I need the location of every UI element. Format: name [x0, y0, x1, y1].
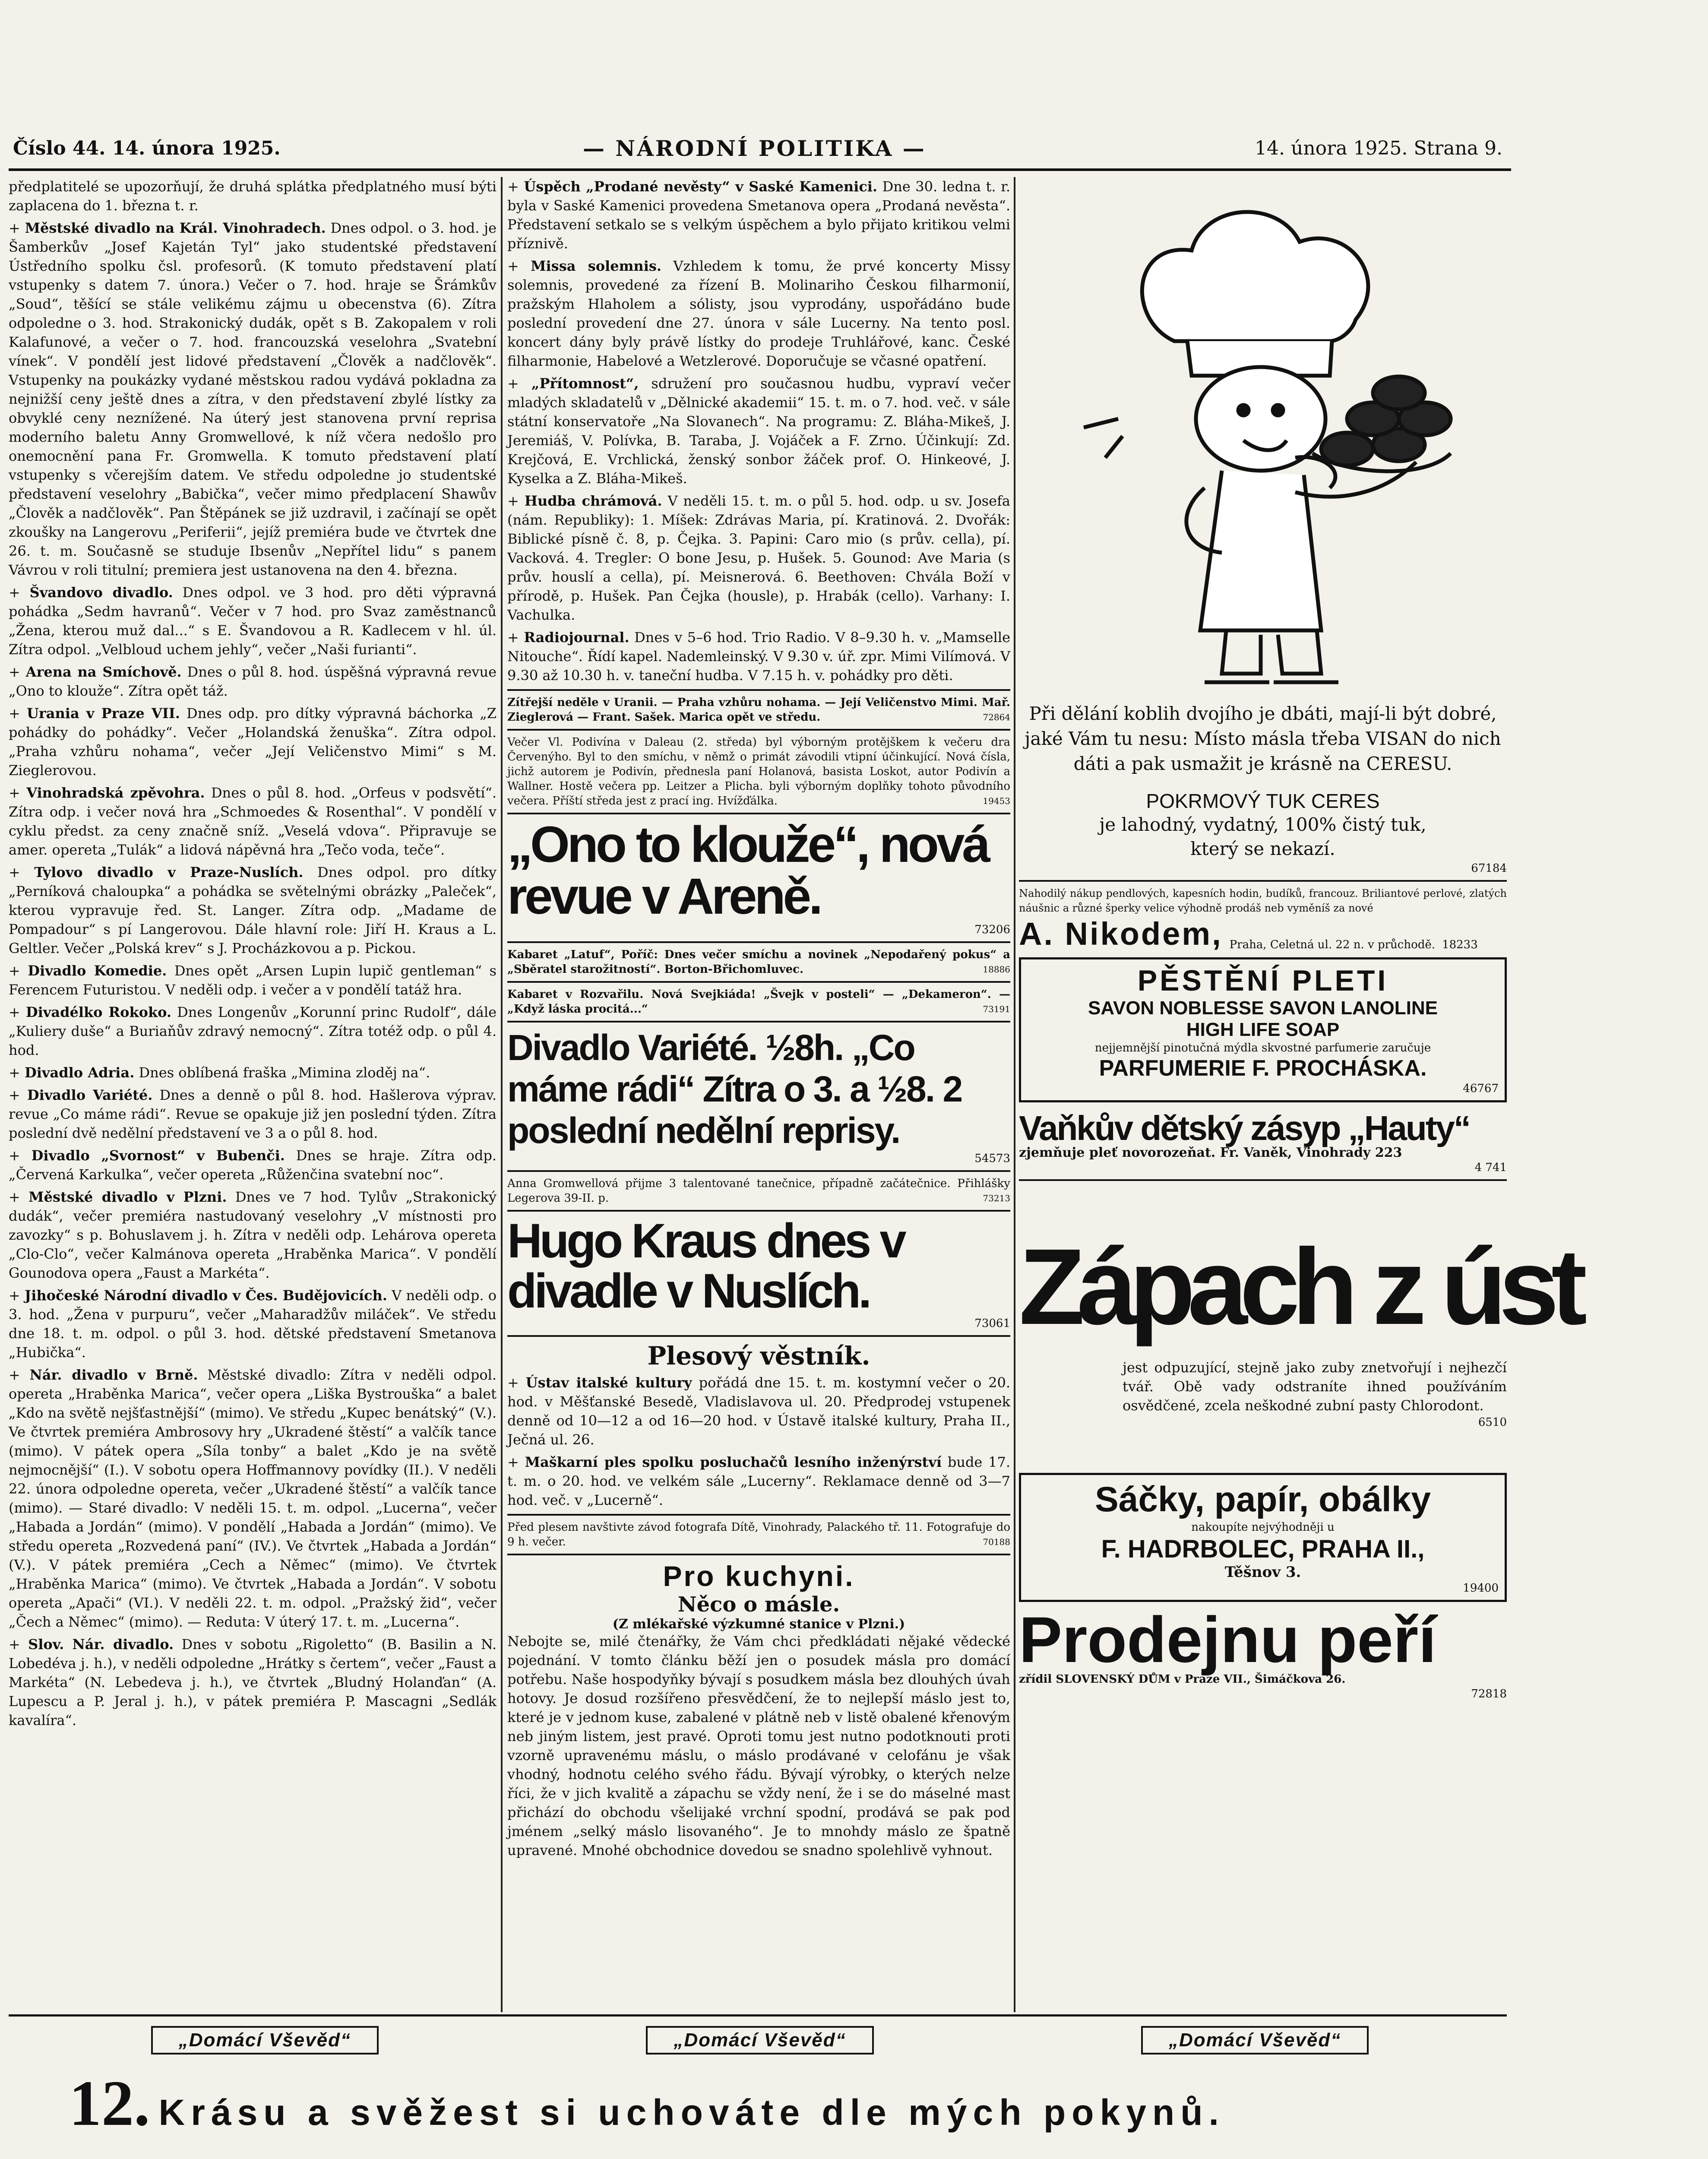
- slogan-box: „Domácí Vševěd“: [1141, 2026, 1369, 2055]
- divider: [507, 1554, 1010, 1555]
- notice: + „Přítomnost“, sdružení pro současnou hudbu, vypraví večer mladých skladatelů v „Dělnické akademii“ 15. t. m. o 7. hod. več. v sále státní konservatoře „Na Slovanech“. Na programu: Z. Bláha-Mikeš, J. Jeremiáš, V. Polívka, B. Taraba, J. Vojáček a F. Zrno. Účinkují: Zd. Krejčová, E. Vrchlická, ženský sonbor žáček prof. O. Hinkeové, J. Kyselka a Z. Bláha-Mikeš.: [507, 375, 1011, 487]
- chef-illustration: [1019, 177, 1507, 717]
- notice-text: Dnes ve 7 hod. Tylův „Strakonický dudák“, večer premiéra nastudovaný veselohry „V místnosti pro zavozky“ s p. Bohuslavem j. h. Zítra v neděli odp. Lehárova opereta „Clo-Clo“, večer Kalmánova opereta „Hraběnka Marica“. V pondělí Gounodova opera „Faust a Markéta“.: [9, 1189, 497, 1281]
- peri-sub: zřídil SLOVENSKÝ DŮM v Praze VII., Šimáčkova 26.: [1019, 1673, 1346, 1686]
- pleti-products: SAVON NOBLESSE SAVON LANOLINE HIGH LIFE SOAP: [1088, 997, 1438, 1040]
- notice-text: Dnes se hraje. Zítra odp. „Červená Karkulka“, večer opereta „Růženčina svatební noc“.: [9, 1147, 497, 1183]
- notice-title: Švandovo divadlo.: [29, 584, 173, 601]
- notice-text: Dnes odpol. ve 3 hod. pro děti výpravná pohádka „Sedm havranů“. Večer v 7 hod. pro Svaz zaměstnanců „Žena, kterou muž dal...“ s E. Švandovou a R. Kadlecem v hl. úl. Zítra odpol. „Velbloud uchem jehly“, večer „Naši furianti“.: [9, 584, 497, 658]
- pleti-ad-number: 46767: [1463, 1082, 1499, 1095]
- notice-text: Městské divadlo: Zítra v neděli odpol. opereta „Hraběnka Marica“, večer opera „Liška Bystrouška“ a balet „Kdo na světě nejšťastnější“ (mimo). Ve středu „Kupec benátský“ (V.). Ve čtvrtek premiéra Ambrosovy hry „Ukradené štěstí“ a valčík tance (mimo). V pátek opera „Síla tonby“ a balet „Kdo je na světě nejmocnější“ (I.). V sobotu opera Hoffmannovy povídky (II.). V neděli 22. února odpoledne opereta, večer „Ukradené štěstí“ a valčík tance (mimo). — Staré divadlo: V neděli 15. t. m. odpol. „Lucerna“, večer „Habada a Jordán“ (mimo). V pondělí „Habada a Jordán“ (mimo). Ve středu opereta „Rozvedená paní“ (IV.). Ve čtvrtek „Habada a Jordán“ (V.). V pátek premiéra „Cech a Němec“ (mimo). Ve čtvrtek „Hraběnka Marica“ (mimo). Ve čtvrtek „Habada a Jordán“. V sobotu opereta „Apači“ (VI.). V neděli 22. t. m. odpol. „Pražský žid“, večer „Čech a Němec“ (mimo). — Reduta: V úterý 17. t. m. „Lucerna“.: [9, 1367, 497, 1630]
- hadrbolec-name: F. HADRBOLEC, PRAHA II.,: [1101, 1535, 1425, 1563]
- notice: [9, 177, 497, 215]
- notice-text: Dnes o půl 8. hod. úspěšná výpravná revue „Ono to klouže“. Zítra opět táž.: [9, 664, 497, 699]
- divider: [507, 729, 1010, 731]
- notice-title: Divadlo Variété.: [27, 1087, 153, 1103]
- divider: [507, 941, 1010, 943]
- hadrbolec-ad: [1019, 1473, 1507, 1602]
- notice-text: pořádá dne 15. t. m. kostymní večer o 20. hod. v Měšťanské Besedě, Vladislavova ul. 20. Předprodej vstupenek denně od 10—12 a od 16—20 hod. v Ústavě italské kultury, Praha II., Ječná ul. 26.: [507, 1374, 1011, 1448]
- peri-ad-number: 72818: [1471, 1687, 1507, 1700]
- notice-title: Divadlo Adria.: [24, 1064, 135, 1081]
- notice-title: Městské divadlo na Král. Vinohradech.: [25, 220, 326, 236]
- kabaret-latuf: Kabaret „Latuf“, Poříč: Dnes večer smíchu a novinek „Nepodařený pokus“ a „Sběratel starožitností“. Borton-Břichomluvec. 18886: [507, 948, 1010, 976]
- procházka-ad: [1019, 957, 1507, 1102]
- divider: [507, 1170, 1010, 1172]
- notice-title: Divadlo Komedie.: [28, 962, 167, 979]
- notice-title: Městské divadlo v Plzni.: [28, 1189, 227, 1205]
- notice-text: sdružení pro současnou hudbu, vypraví večer mladých skladatelů v „Dělnické akademii“ 15. t. m. o 7. hod. več. v sále státní konservatoře „Na Slovanech“. Na programu: Z. Bláha-Mikeš, J. Jeremiáš, V. Polívka, B. Taraba, J. Vojáček a F. Zrno. Účinkují: Zd. Krejčová, E. Vrchlická, ženský sonbor žáček prof. O. Hinkeové, J. Kyselka a Z. Bláha-Mikeš.: [507, 375, 1011, 487]
- notice: + Urania v Praze VII. Dnes odp. pro dítky výpravná báchorka „Z pohádky do pohádky“. Večer „Holandská ženuška“. Zítra odpol. „Praha vzhůru nohama“, večer „Její Veličenstvo Mimi“ s M. Zieglerovou.: [9, 705, 497, 779]
- nikodem-text: Nahodilý nákup pendlových, kapesních hodin, budíků, francouz. Briliantové perlové, zlatých náušnic a různé šperky velice výhodně prodáš neb vyměníš za nové: [1019, 887, 1507, 914]
- notice-title: Radiojournal.: [524, 629, 629, 646]
- notice: + Jihočeské Národní divadlo v Čes. Budějovicích. V neděli odp. o 3. hod. „Žena v purpuru“, večer „Maharadžův miláček“. Ve středu dne 18. t. m. odpol. o půl 3. hod. dětské představení Smetanova „Hubička“.: [9, 1287, 497, 1361]
- notice-title: Ústav italské kultury: [525, 1374, 692, 1391]
- notice-text: Dnes v sobotu „Rigoletto“ (B. Basilin a N. Lobedéva j. h.), v neděli odpoledne „Hrátky s čertem“, večer „Faust a Markéta“ (N. Lebedeva j. h.), ve čtvrtek „Bludný Holanďan“ (A. Lupescu a P. Jeral j. h.), v pátek premiéra P. Mascagni „Sedlák kavalíra“.: [9, 1636, 497, 1728]
- notice: + Švandovo divadlo. Dnes odpol. ve 3 hod. pro děti výpravná pohádka „Sedm havranů“. Večer v 7 hod. pro Svaz zaměstnanců „Žena, kterou muž dal...“ s E. Švandovou a R. Kadlecem v hl. úl. Zítra odpol. „Velbloud uchem jehly“, večer „Naši furianti“.: [9, 584, 497, 658]
- urania-notice: Zítřejší neděle v Uranii. — Praha vzhůru nohama. — Její Veličenstvo Mimi. Mař. Zieglerová — Frant. Sašek. Marica opět ve středu. 72864: [507, 696, 1010, 724]
- notice-text: Dnes odpol. o 3. hod. je Šamberkův „Josef Kajetán Tyl“ jako studentské představení Ústředního spolku čsl. profesorů. (K tomuto představení platí vstupenky s datem 7. února.) Večer o 7. hod. hraje se Šrámkův „Soud“, těšící se stále velikému zájmu u obecenstva (6). Zítra odpoledne o 3. hod. Strakonický dudák, opět s B. Zakopalem v roli Kalafunové, a večer o 7. hod. francouzská veselohra „Svatební vínek“. V pondělí jest lidové představení „Člověk a nadčlověk“. Vstupenky na poukázky vydané městskou radou vydává pokladna za nejnižší ceny ještě dnes a zítra, v den představení zbylé lístky za obvyklé ceny neznížené. Na úterý jest stanovena první reprisa moderního baletu Anny Gromwellové, k níž včera nedošlo pro onemocnění pana Fr. Gromwella. K tomuto představení platí vstupenky s včerejším datem. Ve středu odpoledne jo studentské představení veselohry „Babička“, večer mimo předplacení Shawův „Člověk a nadčlověk“. Pan Štěpánek se již uzdravil, i začínají se opět zkoušky na Langerovu „Periferii“, jejíž premiéra bude ve čtvrtek dne 26. t. m. Současně se studuje Ibsenův „Nepřítel lidu“ s panem Vávrou v roli titulní; premiera jest ustanovena na den 4. března.: [9, 220, 497, 578]
- divider: [507, 689, 1010, 691]
- pleti-text: nejjemnější pinotučná mýdla skvostné parfumerie zaručuje: [1094, 1042, 1431, 1054]
- divider: [1019, 880, 1507, 882]
- notice: + Divadlo „Svornost“ v Bubenči. Dnes se hraje. Zítra odp. „Červená Karkulka“, večer opereta „Růženčina svatební noc“.: [9, 1147, 497, 1183]
- variete-ad-number: 54573: [974, 1152, 1010, 1165]
- butter-article-subtitle: (Z mlékařské výzkumné stanice v Plzni.): [612, 1617, 905, 1632]
- hadrbolec-ad-number: 19400: [1463, 1582, 1499, 1595]
- vanek-ad-number: 4 741: [1474, 1161, 1507, 1174]
- notice: + Arena na Smíchově. Dnes o půl 8. hod. úspěšná výpravná revue „Ono to klouže“. Zítra opět táž.: [9, 664, 497, 699]
- notice-title: „Přítomnost“,: [531, 375, 639, 392]
- page-header: [9, 130, 1511, 171]
- notice: + Radiojournal. Dnes v 5–6 hod. Trio Radio. V 8–9.30 h. v. „Mamselle Nitouche“. Řídí kapel. Nademleinský. V 9.30 v. úř. zpr. Mimi Vilímová. V 9.30 až 10.30 h. v. taneční hudba. V 7.15 h. v. pohádky pro děti.: [507, 629, 1011, 684]
- notice: + Hudba chrámová. V neděli 15. t. m. o půl 5. hod. odp. u sv. Josefa (nám. Republiky): 1. Míšek: Zdrávas Maria, pí. Kratinová. 2. Dvořák: Biblické písně č. 8, p. Čejka. 3. Papini: Caro mio (s prův. cella), pí. Vacková. 4. Tregler: O bone Jesu, p. Hušek. 5. Gounod: Ave Maria (s prův. houslí a cella), pí. Meisnerová. 6. Beethoven: Chvála Boží v přírodě, p. Hušek. Pan Čejka (housle), p. Hrabák (cello). Varhany: I. Vachulka.: [507, 493, 1011, 623]
- notice: + Divadlo Variété. Dnes a denně o půl 8. hod. Hašlerova výprav. revue „Co máme rádi“. Revue se opakuje již jen poslední týden. Zítra poslední dvě nedělní představení ve 3 a o půl 8. hod.: [9, 1087, 497, 1141]
- column-advertisements: [1019, 177, 1580, 2012]
- ceres-ad-number: 67184: [1471, 862, 1507, 875]
- notice: + Tylovo divadlo v Praze-Nuslích. Dnes odpol. pro dítky „Perníková chaloupka“ a pohádka se světelnými obrázky „Paleček“, kterou vypravuje řed. St. Langer. Zítra odp. „Madame de Pompadour“ s pí Langerovou. Dále hlavní role: Jiří H. Kraus a L. Geltler. Večer „Polská krev“ s J. Procházkovou a p. Pickou.: [9, 864, 497, 956]
- notice: + Městské divadlo v Plzni. Dnes ve 7 hod. Tylův „Strakonický dudák“, večer premiéra nastudovaný veselohry „V místnosti pro zavozky“ s p. Bohuslavem j. h. Zítra v neděli odp. Lehárova opereta „Clo-Clo“, večer Kalmánova opereta „Hraběnka Marica“. V pondělí Gounodova opera „Faust a Markéta“.: [9, 1189, 497, 1281]
- pleti-title: PĚSTĚNÍ PLETI: [1137, 964, 1389, 997]
- kraus-ad: Hugo Kraus dnes v divadle v Nuslích.: [507, 1214, 904, 1318]
- notice-text: V neděli 15. t. m. o půl 5. hod. odp. u sv. Josefa (nám. Republiky): 1. Míšek: Zdrávas Maria, pí. Kratinová. 2. Dvořák: Biblické písně č. 8, p. Čejka. 3. Papini: Caro mio (s prův. cella), pí. Vacková. 4. Tregler: O bone Jesu, p. Hušek. 5. Gounod: Ave Maria (s prův. houslí a cella), pí. Meisnerová. 6. Beethoven: Chvála Boží v přírodě, p. Hušek. Pan Čejka (housle), p. Hrabák (cello). Varhany: I. Vachulka.: [507, 493, 1011, 623]
- notice-title: Hudba chrámová.: [524, 493, 662, 509]
- notice-title: Úspěch „Prodané nevěsty“ v Saské Kamenici.: [524, 178, 878, 195]
- divider: [507, 1021, 1010, 1023]
- arena-ad: „Ono to klouže“, nová revue v Areně.: [507, 816, 988, 925]
- notice-text: Vzhledem k tomu, že prvé koncerty Missy solemnis, provedené za řízení B. Molinariho Českou filharmonií, pražským Hlaholem a sólisty, jsou vyprodány, uspořádáno bude poslední provedení dne 27. února v sále Lucerny. Na tento posl. koncert dány byly právě lístky do prodeje Truhlářové, kanc. České filharmonie, Habelové a Wetzlerové. Doporučuje se včasné opatření.: [507, 258, 1010, 369]
- divider: [507, 1210, 1010, 1212]
- arena-ad-number: 73206: [974, 923, 1010, 936]
- notice: + Úspěch „Prodané nevěsty“ v Saské Kamenici. Dne 30. ledna t. r. byla v Saské Kamenici provedena Smetanova opera „Prodaná nevěsta“. Představení setkalo se s velkým úspěchem a bylo přijato kritikou velmi příznivě.: [507, 178, 1011, 252]
- notice-title: Slov. Nár. divadlo.: [28, 1636, 174, 1652]
- notice-title: Vinohradská zpěvohra.: [26, 785, 205, 801]
- notice: + Divadélko Rokoko. Dnes Longenův „Korunní princ Rudolf“, dále „Kuliery duše“ a Buriaňův zdravý nemocný“. Zítra totéž odp. o půl 4. hod.: [9, 1004, 497, 1058]
- vanek-text: zjemňuje pleť novorozeňat. Fr. Vaněk, Vinohrady 223: [1019, 1145, 1402, 1160]
- notice-text: Dnes Longenův „Korunní princ Rudolf“, dále „Kuliery duše“ a Buriaňův zdravý nemocný“. Zítra totéž odp. o půl 4. hod.: [9, 1004, 497, 1058]
- column-theatre-notices: [9, 177, 497, 2012]
- hadrbolec-address: Těšnov 3.: [1224, 1564, 1301, 1581]
- nikodem-name: A. Nikodem,: [1019, 916, 1223, 952]
- notice: + Nár. divadlo v Brně. Městské divadlo: Zítra v neděli odpol. opereta „Hraběnka Marica“, večer opera „Liška Bystrouška“ a balet „Kdo na světě nejšťastnější“ (mimo). Ve středu „Kupec benátský“ (V.). Ve čtvrtek premiéra Ambrosovy hry „Ukradené štěstí“ a valčík tance (mimo). V pátek opera „Síla tonby“ a balet „Kdo je na světě nejmocnější“ (I.). V sobotu opera Hoffmannovy povídky (II.). V neděli 22. února odpoledne opereta, večer „Ukradené štěstí“ a valčík tance (mimo). — Staré divadlo: V neděli 15. t. m. odpol. „Lucerna“, večer „Habada a Jordán“ (mimo). V pondělí „Habada a Jordán“ (mimo). Ve středu opereta „Rozvedená paní“ (IV.). Ve čtvrtek „Habada a Jordán“ (V.). V pátek premiéra „Cech a Němec“ (mimo). Ve čtvrtek „Hraběnka Marica“ (mimo). Ve čtvrtek „Habada a Jordán“. V sobotu opereta „Apači“ (VI.). V neděli 22. t. m. odpol. „Pražský žid“, večer „Čech a Němec“ (mimo). — Reduta: V úterý 17. t. m. „Lucerna“.: [9, 1367, 497, 1630]
- nikodem-ad: [1019, 915, 1507, 952]
- ball-section-title: Plesový věstník.: [647, 1341, 870, 1371]
- divider: [507, 981, 1010, 983]
- notice-title: Maškarní ples spolku posluchačů lesního inženýrství: [525, 1454, 942, 1470]
- kitchen-section-title: Pro kuchyni.: [663, 1560, 855, 1592]
- nikodem-address: Praha, Celetná ul. 22 n. v průchodě.: [1229, 938, 1436, 951]
- peri-title: Prodejnu peří: [1019, 1603, 1436, 1676]
- photo-ad: Před plesem navštivte závod fotografa Dítě, Vinohrady, Palackého tř. 11. Fotografuje do 9 h. večer. 70188: [507, 1521, 1010, 1548]
- notice-text: Dne 30. ledna t. r. byla v Saské Kamenici provedena Smetanova opera „Prodaná nevěsta“. Představení setkalo se s velkým úspěchem a bylo přijato kritikou velmi příznivě.: [507, 178, 1011, 252]
- pleti-shop: PARFUMERIE F. PROCHÁSKA.: [1099, 1056, 1427, 1081]
- podivin-notice: Večer Vl. Podivína v Daleau (2. středa) byl výborným protějškem k večeru dra Červenýho. Byl to den smíchu, v němž o primát závodili vtipní účinkující. Nová čísla, jichž autorem je Podivín, přednesla paní Holanová, basista Loskot, autor Podivín a Wallner. Hostě večera pp. Leitzer a Plicha. byli výborným doplňky tohoto původního večera. Příští středa jest z prací ing. Hvížďálka. 19453: [507, 736, 1010, 807]
- notice: + Divadlo Komedie. Dnes opět „Arsen Lupin lupič gentleman“ s Ferencem Futuristou. V neděli odp. i večer a v pondělí tatáž hra.: [9, 962, 497, 998]
- column-divider: [501, 177, 503, 2012]
- notice-text: bude 17. t. m. o 20. hod. ve velkém sále „Lucerny“. Reklamace denně od 3—7 hod. več. v „Lucerně“.: [507, 1454, 1011, 1508]
- divider: [507, 813, 1010, 814]
- slogan-box: „Domácí Vševěd“: [151, 2026, 379, 2055]
- notice-title: Missa solemnis.: [531, 258, 661, 274]
- tip-number: 12.: [69, 2067, 150, 2139]
- ceres-title: POKRMOVÝ TUK CERES: [1146, 790, 1380, 812]
- notice-title: Urania v Praze VII.: [27, 705, 180, 722]
- notice-text: Dnes a denně o půl 8. hod. Hašlerova výprav. revue „Co máme rádi“. Revue se opakuje již jen poslední týden. Zítra poslední dvě nedělní představení ve 3 a o půl 8. hod.: [9, 1087, 497, 1141]
- notice-title: Tylovo divadlo v Praze-Nuslích.: [34, 864, 304, 880]
- butter-article-title: Něco o másle.: [677, 1592, 840, 1617]
- page-number: 14. února 1925. Strana 9.: [1255, 137, 1502, 159]
- notice-title: Divadélko Rokoko.: [25, 1004, 172, 1020]
- kabaret-rozvarilu: Kabaret v Rozvařilu. Nová Svejkiáda! „Švejk v posteli“ — „Dekameron“. — „Když láska procitá...“ 73191: [507, 988, 1010, 1016]
- tip-12: [69, 2066, 1494, 2140]
- notice-title: Jihočeské Národní divadlo v Čes. Budějovicích.: [25, 1287, 387, 1304]
- zapach-title: Zápach z úst: [1019, 1226, 1580, 1347]
- tip-text: Krásu a svěžest si uchováte dle mých pokynů.: [158, 2092, 1225, 2133]
- notice-text: Dnes opět „Arsen Lupin lupič gentleman“ s Ferencem Futuristou. V neděli odp. i večer a v pondělí tatáž hra.: [9, 962, 497, 998]
- notice-text: předplatitelé se upozorňují, že druhá splátka předplatného musí býti zaplacena do 1. března t. r.: [9, 178, 497, 214]
- notice-text: Dnes odp. pro dítky výpravná báchorka „Z pohádky do pohádky“. Večer „Holandská ženuška“. Zítra odpol. „Praha vzhůru nohama“, večer „Její Veličenstvo Mimi“ s M. Zieglerovou.: [9, 705, 497, 779]
- gromwell-ad: Anna Gromwellová přijme 3 talentované tanečnice, případně začátečnice. Přihlášky Legerova 39-II. p. 73213: [507, 1177, 1010, 1205]
- issue-info: Číslo 44. 14. února 1925.: [13, 137, 281, 159]
- nikodem-ad-number: 18233: [1442, 938, 1478, 951]
- notice: + Ústav italské kultury pořádá dne 15. t. m. kostymní večer o 20. hod. v Měšťanské Besedě, Vladislavova ul. 20. Předprodej vstupenek denně od 10—12 a od 16—20 hod. v Ústavě italské kultury, Praha II., Ječná ul. 26.: [507, 1374, 1011, 1448]
- notice-text: Dnes oblíbená fraška „Mimina zloděj na“.: [139, 1064, 430, 1081]
- notice: + Vinohradská zpěvohra. Dnes o půl 8. hod. „Orfeus v podsvětí“. Zítra odp. i večer nová hra „Schmoedes & Rosenthal“. V pondělí v cyklu předst. za ceny značně sníž. „Veselá vdova“. Připravuje se amer. opereta „Tulák“ a lidová nápěvná hra „Tečo voda, teče“.: [9, 785, 497, 858]
- column-music-ads: [507, 177, 1010, 2012]
- kraus-ad-number: 73061: [974, 1317, 1010, 1330]
- notice-text: Dnes o půl 8. hod. „Orfeus v podsvětí“. Zítra odp. i večer nová hra „Schmoedes & Rosenthal“. V pondělí v cyklu předst. za ceny značně sníž. „Veselá vdova“. Připravuje se amer. opereta „Tulák“ a lidová nápěvná hra „Tečo voda, teče“.: [9, 785, 497, 858]
- notice: + Maškarní ples spolku posluchačů lesního inženýrství bude 17. t. m. o 20. hod. ve velkém sále „Lucerny“. Reklamace denně od 3—7 hod. več. v „Lucerně“.: [507, 1454, 1011, 1508]
- zapach-ad-number: 6510: [1478, 1416, 1507, 1429]
- divider: [1019, 1179, 1507, 1181]
- column-divider: [1014, 177, 1015, 2012]
- slogan-box: „Domácí Vševěd“: [646, 2026, 873, 2055]
- notice-text: Dnes odpol. pro dítky „Perníková chaloupka“ a pohádka se světelnými obrázky „Paleček“, kterou vypravuje řed. St. Langer. Zítra odp. „Madame de Pompadour“ s pí Langerovou. Dále hlavní role: Jiří H. Kraus a L. Geltler. Večer „Polská krev“ s J. Procházkovou a p. Pickou.: [9, 864, 497, 956]
- hadrbolec-sub: nakoupíte nejvýhodněji u: [1191, 1521, 1335, 1534]
- kobliha-rhyme: Při dělání koblih dvojího je dbáti, mají-li být dobré, jaké Vám tu nesu: Místo másla třeba VISAN do nich dáti a pak usmažit je krásně na CERESU.: [1025, 703, 1501, 774]
- vanek-title: Vaňkův dětský zásyp „Hauty“: [1019, 1109, 1470, 1147]
- notice-title: Divadlo „Svornost“ v Bubenči.: [31, 1147, 285, 1164]
- slogan-row: [17, 2025, 1502, 2055]
- bottom-strip-rule: [9, 2014, 1507, 2017]
- ceres-text: je lahodný, vydatný, 100% čistý tuk, který se nekazí.: [1099, 814, 1426, 859]
- newspaper-title: — NÁRODNÍ POLITIKA —: [583, 136, 926, 161]
- variete-ad: Divadlo Variété. ½8h. „Co máme rádi“ Zítra o 3. a ½8. 2 poslední nedělní reprisy.: [507, 1027, 962, 1151]
- notice-title: Nár. divadlo v Brně.: [29, 1367, 198, 1383]
- divider: [507, 1335, 1010, 1337]
- notice-title: Arena na Smíchově.: [25, 664, 182, 680]
- butter-article-text: Nebojte se, milé čtenářky, že Vám chci předkládati nějaké vědecké pojednání. V tomto článku běží jen o posudek másla pro domácí potřebu. Naše hospodyňky bývají s posudkem másla bez dlouhých úvah hotovy. Je dosud rozšířeno přesvědčení, že to nejlepší máslo jest to, které je v jednom kuse, zabalené v plátně neb v listě obalené křenovým neb jiným listem, jest pravé. Oproti tomu jest nutno podotknouti proti vzorně upravenému máslu, o máslo prodávané v celofánu je však vhodný, hodnotu celého svého řádu. Bývají výrobky, o kterých nelze říci, že v jich kvalitě a zápachu se vždy není, že i se do máselné mast přichází do obchodu všelijaké vrchní spodní, prodává se pak pod jménem „selký máslo lisovaného“. Je to mnohdy máslo ze špatně upravené. Mnohé obchodnice dovedou se snadno spolehlivě vyhnout.: [507, 1633, 1010, 1858]
- notice: + Městské divadlo na Král. Vinohradech. Dnes odpol. o 3. hod. je Šamberkův „Josef Kajetán Tyl“ jako studentské představení Ústředního spolku čsl. profesorů. (K tomuto představení platí vstupenky s datem 7. února.) Večer o 7. hod. hraje se Šrámkův „Soud“, těšící se stále velikému zájmu u obecenstva (6). Zítra odpoledne o 3. hod. Strakonický dudák, opět s B. Zakopalem v roli Kalafunové, a večer o 7. hod. francouzská veselohra „Svatební vínek“. V pondělí jest lidové představení „Člověk a nadčlověk“. Vstupenky na poukázky vydané městskou radou vydává pokladna za nejnižší ceny ještě dnes a zítra, v den představení zbylé lístky za obvyklé ceny neznížené. Na úterý jest stanovena první reprisa moderního baletu Anny Gromwellové, k níž včera nedošlo pro onemocnění pana Fr. Gromwella. K tomuto představení platí vstupenky s včerejším datem. Ve středu odpoledne jo studentské představení veselohry „Babička“, večer mimo předplacení Shawův „Člověk a nadčlověk“. Pan Štěpánek se již uzdravil, i začínají se opět zkoušky na Langerovu „Periferii“, jejíž premiéra bude ve čtvrtek dne 26. t. m. Současně se studuje Ibsenův „Nepřítel lidu“ s panem Vávrou v roli titulní; premiera jest ustanovena na den 4. března.: [9, 220, 497, 578]
- divider: [507, 1514, 1010, 1516]
- zapach-text: jest odpuzující, stejně jako zuby znetvořují i nejhezčí tvář. Obě vady odstraníte ihned používáním osvědčené, zcela neškodné zubní pasty Chlorodont.: [1123, 1359, 1507, 1414]
- notice: + Slov. Nár. divadlo. Dnes v sobotu „Rigoletto“ (B. Basilin a N. Lobedéva j. h.), v neděli odpoledne „Hrátky s čertem“, večer „Faust a Markéta“ (N. Lebedeva j. h.), ve čtvrtek „Bludný Holanďan“ (A. Lupescu a P. Jeral j. h.), v pátek premiéra P. Mascagni „Sedlák kavalíra“.: [9, 1636, 497, 1728]
- notice-text: V neděli odp. o 3. hod. „Žena v purpuru“, večer „Maharadžův miláček“. Ve středu dne 18. t. m. odpol. o půl 3. hod. dětské představení Smetanova „Hubička“.: [9, 1287, 497, 1361]
- hadrbolec-title: Sáčky, papír, obálky: [1095, 1480, 1431, 1519]
- notice: + Divadlo Adria. Dnes oblíbená fraška „Mimina zloděj na“.: [9, 1064, 430, 1081]
- notice-text: Dnes v 5–6 hod. Trio Radio. V 8–9.30 h. v. „Mamselle Nitouche“. Řídí kapel. Nademleinský. V 9.30 v. úř. zpr. Mimi Vilímová. V 9.30 až 10.30 h. v. taneční hudba. V 7.15 h. v. pohádky pro děti.: [507, 629, 1011, 684]
- notice: + Missa solemnis. Vzhledem k tomu, že prvé koncerty Missy solemnis, provedené za řízení B. Molinariho Českou filharmonií, pražským Hlaholem a sólisty, jsou vyprodány, uspořádáno bude poslední provedení dne 27. února v sále Lucerny. Na tento posl. koncert dány byly právě lístky do prodeje Truhlářové, kanc. České filharmonie, Habelové a Wetzlerové. Doporučuje se včasné opatření.: [507, 258, 1010, 369]
